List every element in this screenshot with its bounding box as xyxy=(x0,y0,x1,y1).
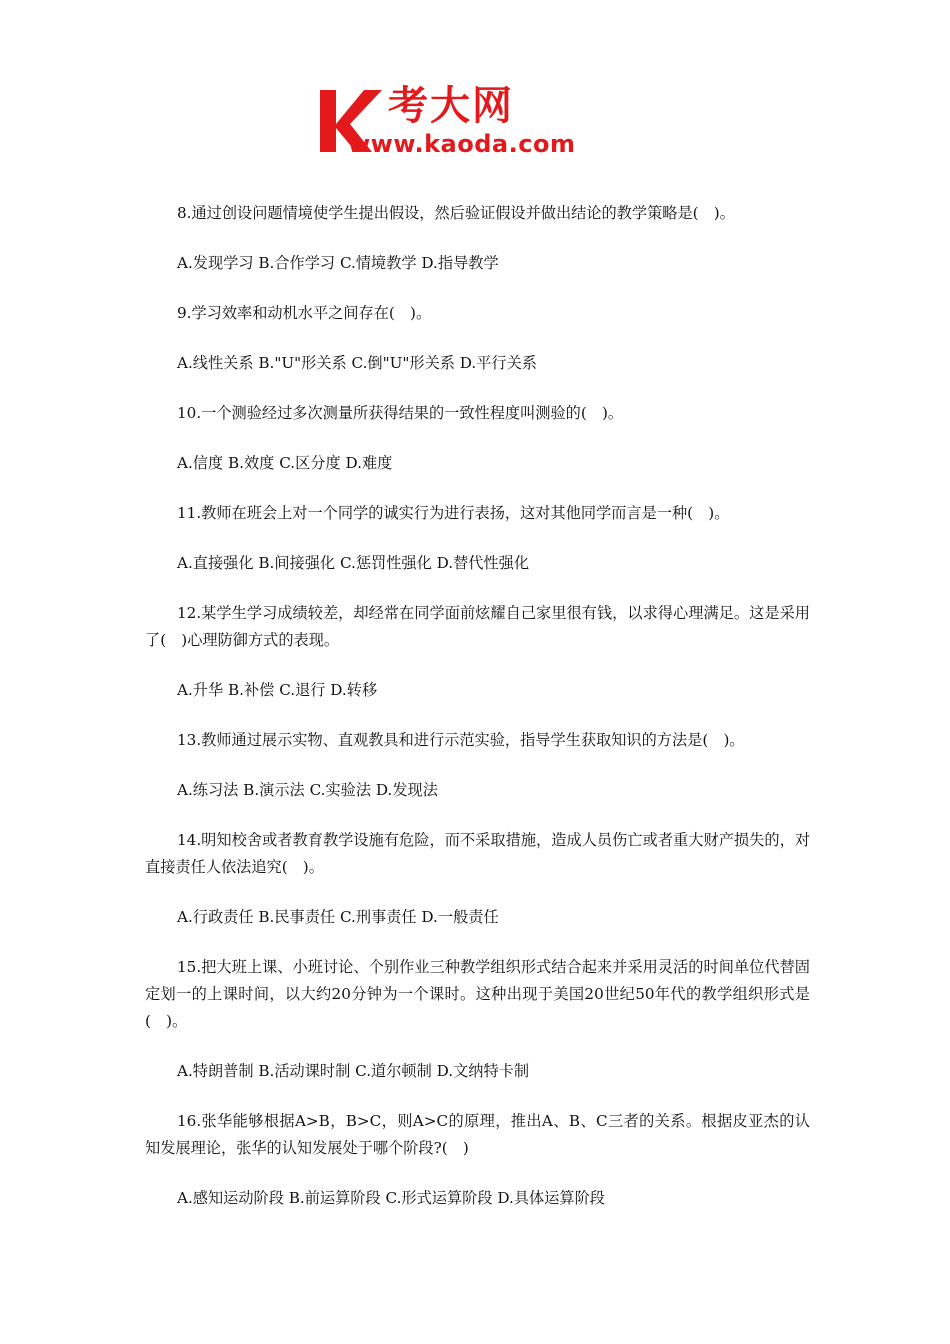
question-14: 14.明知校舍或者教育教学设施有危险，而不采取措施，造成人员伤亡或者重大财产损失的，对直接责任人依法追究( )。 xyxy=(145,831,810,876)
question-12: 12.某学生学习成绩较差，却经常在同学面前炫耀自己家里很有钱，以求得心理满足。这是采用了( )心理防御方式的表现。 xyxy=(145,604,810,649)
question-9: 9.学习效率和动机水平之间存在( )。 xyxy=(177,304,432,322)
options-15: A.特朗普制 B.活动课时制 C.道尔顿制 D.文纳特卡制 xyxy=(177,1062,530,1080)
options-10: A.信度 B.效度 C.区分度 D.难度 xyxy=(177,454,393,472)
question-13: 13.教师通过展示实物、直观教具和进行示范实验，指导学生获取知识的方法是( )。 xyxy=(177,731,745,749)
options-9: A.线性关系 B."U"形关系 C.倒"U"形关系 D.平行关系 xyxy=(177,354,537,372)
options-12: A.升华 B.补偿 C.退行 D.转移 xyxy=(177,681,378,699)
question-11: 11.教师在班会上对一个同学的诚实行为进行表扬，这对其他同学而言是一种( )。 xyxy=(177,504,730,522)
question-16: 16.张华能够根据A>B，B>C，则A>C的原理，推出A、B、C三者的关系。根据皮亚杰的认知发展理论，张华的认知发展处于哪个阶段?( ) xyxy=(145,1112,810,1157)
question-list xyxy=(145,200,810,1235)
options-8: A.发现学习 B.合作学习 C.情境教学 D.指导教学 xyxy=(177,254,499,272)
question-15: 15.把大班上课、小班讨论、个别作业三种教学组织形式结合起来并采用灵活的时间单位代替固定划一的上课时间，以大约20分钟为一个课时。这种出现于美国20世纪50年代的教学组织形式是( )。 xyxy=(145,958,810,1030)
options-14: A.行政责任 B.民事责任 C.刑事责任 D.一般责任 xyxy=(177,908,499,926)
logo-url-text: www.kaoda.com xyxy=(348,130,576,158)
question-10: 10.一个测验经过多次测量所获得结果的一致性程度叫测验的( )。 xyxy=(177,404,624,422)
options-11: A.直接强化 B.间接强化 C.惩罚性强化 D.替代性强化 xyxy=(177,554,530,572)
logo-brand-text: 考大网 xyxy=(388,83,514,129)
options-16: A.感知运动阶段 B.前运算阶段 C.形式运算阶段 D.具体运算阶段 xyxy=(177,1189,605,1207)
options-13: A.练习法 B.演示法 C.实验法 D.发现法 xyxy=(177,781,438,799)
kaoda-logo xyxy=(316,84,646,160)
question-8: 8.通过创设问题情境使学生提出假设，然后验证假设并做出结论的教学策略是( )。 xyxy=(177,204,735,222)
